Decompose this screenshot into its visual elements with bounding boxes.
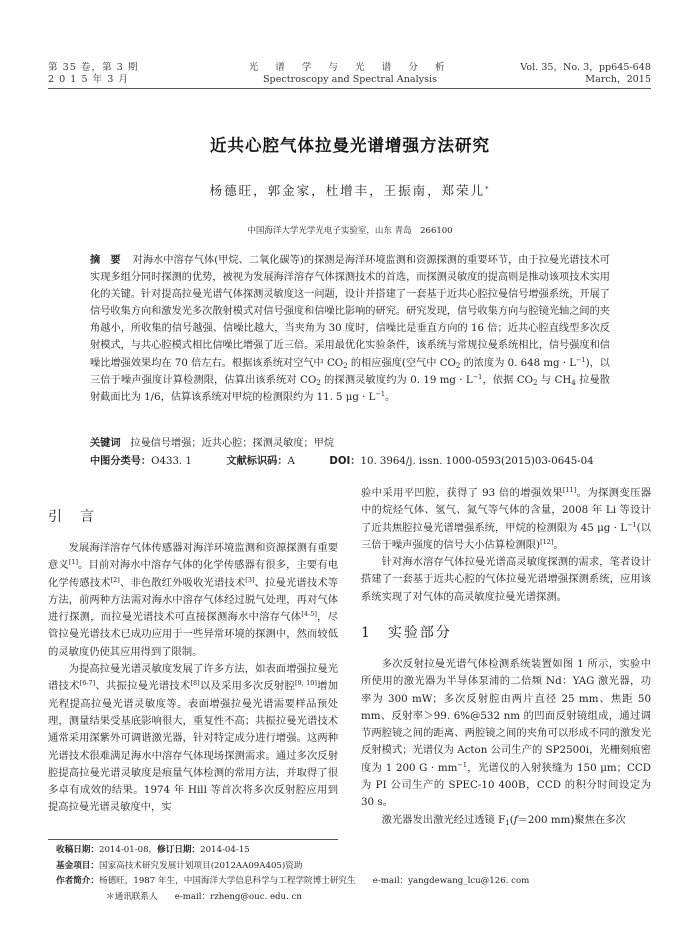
- intro-paragraph-1: 发展海洋溶存气体传感器对海洋环境监测和资源探测有重要意义[1]。目前对海水中溶存气体的化学传感器有很多，主要有电化学传感技术[2]、非色散红外吸收光谱技术[3]、拉曼光谱技术等方法，前两种方法需对海水中溶存气体经过脱气处理，再对气体进行探测，而拉曼光谱技术可直接探测海水中溶存气体[4-5]，尽管拉曼光谱技术已成功应用于一些异常环境的探测中，然而较低的灵敏度仍使其应用得到了限制。: [48, 542, 339, 658]
- journal-volume-info: 第 35 卷，第 3 期 2 0 1 5 年 3 月: [48, 62, 139, 85]
- footnote-author: 作者简介：杨德旺，1987 年生，中国海洋大学信息科学与工程学院博士研究生 e-mail：yangdewang_lcu@126. com: [56, 876, 530, 886]
- footnote-fund: 基金项目：国家高技术研究发展计划项目(2012AA09A405)资助: [56, 860, 303, 871]
- footnote-corresponding: ＊通讯联系人 e-mail：rzheng@ouc. edu. cn: [106, 891, 302, 902]
- intro-left-column: [48, 540, 338, 817]
- intro-right-column: [361, 485, 651, 606]
- section-1-body: [361, 656, 651, 829]
- classification-line: 中图分类号：O433. 1 文献标识码：A DOI：10. 3964/j. issn. 1000-0593(2015)03-0645-04: [90, 456, 594, 467]
- journal-issue-info: Vol. 35，No. 3，pp645-648 March，2015: [520, 62, 651, 85]
- intro-heading: 引 言: [48, 509, 96, 525]
- header-rule: [48, 88, 651, 89]
- footnote-dates: 收稿日期：2014-01-08，修订日期：2014-04-15: [56, 845, 250, 855]
- intro-paragraph-3: 验中采用平凹腔，获得了 93 倍的增强效果[11]。为探测变压器中的烷烃气体、氢气、氮气等气体的含量，2008 年 Li 等设计了近共焦腔拉曼光谱增强系统，甲烷的检测限为 45 $\mu g \cdot L^{-1}$(以三倍于噪声强度的信号大小估算检测限)[12]。: [361, 486, 652, 551]
- keywords: 关键词 拉曼信号增强；近共心腔；探测灵敏度；甲烷: [90, 438, 335, 449]
- corresponding-mark: *: [485, 185, 491, 193]
- affiliation: 中国海洋大学光学光电子实验室，山东 青岛 266100: [247, 226, 453, 236]
- section-1-heading: 1 实验部分: [361, 625, 452, 641]
- journal-title: 光 谱 学 与 光 谱 分 析 Spectroscopy and Spectral Analysis: [248, 62, 452, 85]
- doi-value: 10. 3964/j. issn. 1000-0593(2015)03-0645-04: [360, 456, 594, 467]
- footnotes: [56, 843, 656, 905]
- abstract: 摘 要 对海水中溶存气体(甲烷、二氧化碳等)的探测是海洋环境监测和资源探测的重要环节，由于拉曼光谱技术可实现多组分同时探测的优势，被视为发展海洋溶存气体探测技术的首选，而探测灵敏度的提高则是推动该项技术实用化的关键。针对提高拉曼光谱气体探测灵敏度这一问题，设计并搭建了一套基于近共心腔拉曼信号增强系统，开展了信号收集方向和激发光多次散射模式对信号强度和信噪比影响的研究。研究发现，信号收集方向与腔镜光轴之间的夹角越小，所收集的信号越强、信噪比越大，当夹角为 30 度时，信噪比是垂直方向的 16 倍；近共心腔直线型多次反射模式，与共心腔模式相比信噪比增强了近三倍。采用最优化实验条件，该系统与常规拉曼系统相比，信号强度和信噪比增强效果均在 70 倍左右。根据该系统对空气中 $CO_2$ 的相应强度(空气中 $CO_2$ 的浓度为 0. 648 mg · $L^{-1}$)，以三倍于噪声强度计算检测限，估算出该系统对 $CO_2$ 的探测灵敏度约为 0. 19 mg · $L^{-1}$，依据 $CO_2$ 与 $CH_4$ 拉曼散射截面比为 1/6，估算该系统对甲烷的检测限约为 11. 5 $\mu g \cdot L^{-1}$。: [90, 255, 611, 403]
- footnote-rule: [48, 839, 338, 840]
- section-1-paragraph-2: 激光器发出激光经过透镜 $F_1(f=200$ mm)聚焦在多次: [381, 813, 626, 827]
- abstract-label: 摘 要: [90, 255, 121, 266]
- intro-paragraph-4: 针对海水溶存气体拉曼光谱高灵敏度探测的需求，笔者设计搭建了一套基于近共心腔的气体拉曼光谱增强探测系统，应用该系统实现了对气体的高灵敏度拉曼光谱探测。: [361, 556, 651, 603]
- intro-paragraph-2: 为提高拉曼光谱灵敏度发展了许多方法，如表面增强拉曼光谱技术[6-7]、共振拉曼光谱技术[8]以及采用多次反射腔[9, 10]增加光程提高拉曼光谱灵敏度等。表面增强拉曼光谱需要样品预处理，测量结果受基底影响很大，重复性不高；共振拉曼光谱技术通常采用深紫外可调谐激光器，针对特定成分进行增强。这两种光谱技术很难满足海水中溶存气体现场探测需求。通过多次反射腔提高拉曼光谱灵敏度是痕量气体检测的常用方法，并取得了很多卓有成效的结果。1974 年 Hill 等首次将多次反射腔应用到提高拉曼光谱灵敏度中，实: [48, 663, 339, 814]
- section-1-paragraph-1: 多次反射拉曼光谱气体检测系统装置如图 1 所示，实验中所使用的激光器为半导体泵浦的二倍频 Nd：YAG 激光器，功率为 300 mW；多次反射腔由两片直径 25 mm、焦距 50 mm、反射率＞99. 6%@532 nm 的凹面反射镜组成，通过调节两腔镜之间的距离、两腔镜之间的夹角可以形成不同的激发光反射模式；光谱仪为 Acton 公司生产的 SP2500i，光栅刻痕密度为 1 200 $G \cdot mm^{-1}$，光谱仪的入射狭缝为 150 μm；CCD 为 PI 公司生产的 SPEC-10 400B，CCD 的积分时间设定为 30 s。: [361, 658, 651, 809]
- author-list: 杨德旺，郭金家，杜增丰，王振南，郑荣儿*: [209, 183, 491, 198]
- paper-title: 近共心腔气体拉曼光谱增强方法研究: [210, 136, 490, 155]
